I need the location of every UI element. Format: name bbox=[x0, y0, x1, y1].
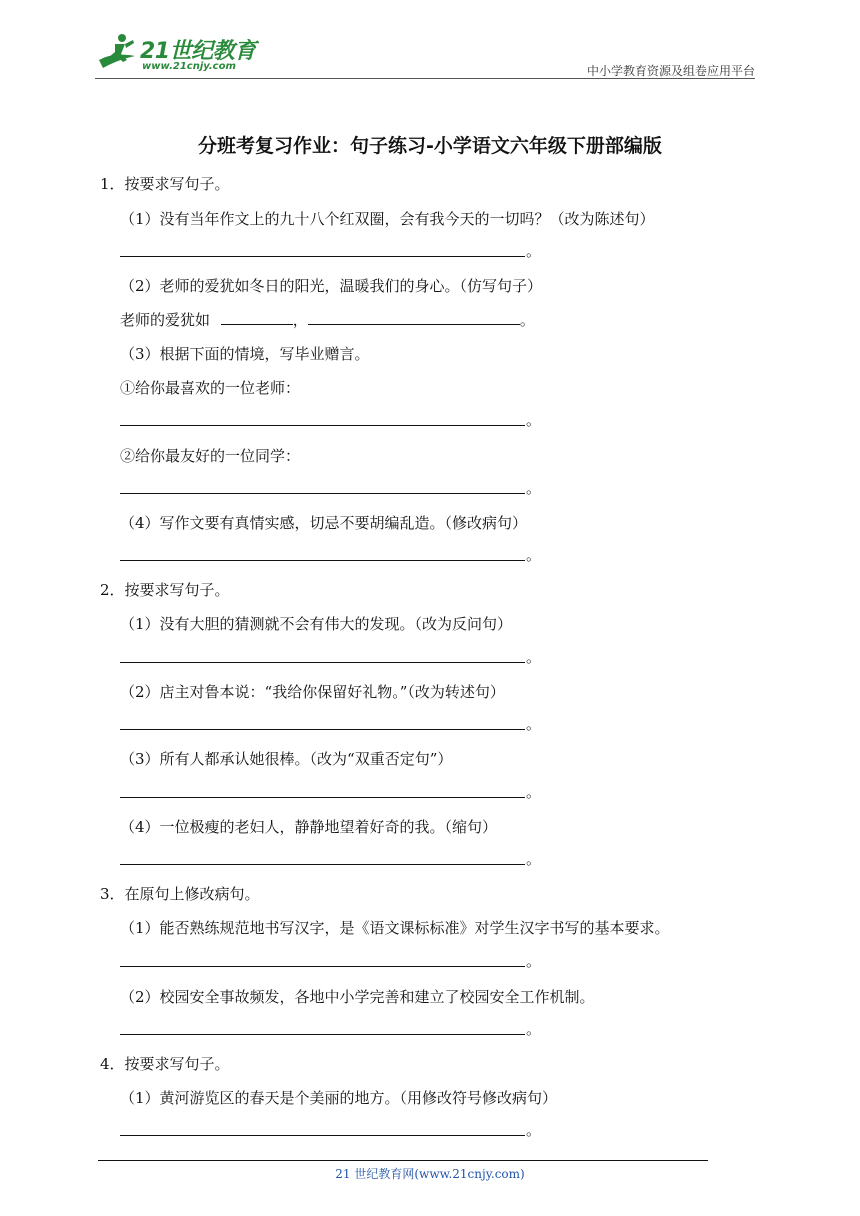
footer-link[interactable]: 21 世纪教育网(www.21cnjy.com) bbox=[335, 1167, 525, 1181]
answer-line[interactable] bbox=[120, 493, 525, 494]
answer-line[interactable] bbox=[120, 729, 525, 730]
platform-name: 中小学教育资源及组卷应用平台 bbox=[586, 64, 755, 78]
question-1-2: （2）老师的爱犹如冬日的阳光，温暖我们的身心。（仿写句子） bbox=[120, 277, 543, 295]
question-2-2: （2）店主对鲁本说：“我给你保留好礼物。”（改为转述句） bbox=[120, 683, 505, 701]
answer-period: 。 bbox=[526, 850, 542, 868]
answer-period: 。 bbox=[526, 479, 542, 497]
imitation-lead: 老师的爱犹如 bbox=[120, 311, 211, 329]
answer-line[interactable] bbox=[120, 1135, 525, 1136]
answer-line[interactable] bbox=[120, 1034, 525, 1035]
question-1-1: （1）没有当年作文上的九十八个红双圈，会有我今天的一切吗？（改为陈述句） bbox=[120, 210, 655, 228]
runner-logo-icon bbox=[95, 30, 141, 76]
question-3: 3．在原句上修改病句。 bbox=[100, 885, 260, 903]
page-header bbox=[95, 30, 755, 80]
answer-line[interactable] bbox=[120, 797, 525, 798]
blank-2[interactable] bbox=[308, 310, 520, 325]
answer-line[interactable] bbox=[120, 662, 525, 663]
answer-line[interactable] bbox=[120, 864, 525, 865]
answer-period: 。 bbox=[526, 783, 542, 801]
answer-period: 。 bbox=[526, 715, 542, 733]
question-2-3: （3）所有人都承认她很棒。（改为“双重否定句”） bbox=[120, 750, 453, 768]
logo-url: www.21cnjy.com bbox=[142, 61, 236, 72]
answer-period: 。 bbox=[526, 1121, 542, 1139]
question-4: 4．按要求写句子。 bbox=[100, 1055, 230, 1073]
answer-line[interactable] bbox=[120, 966, 525, 967]
question-1: 1．按要求写句子。 bbox=[100, 175, 230, 193]
answer-line[interactable] bbox=[120, 425, 525, 426]
footer-divider bbox=[98, 1160, 708, 1161]
imitation-sentence bbox=[120, 310, 535, 330]
question-4-1: （1）黄河游览区的春天是个美丽的地方。（用修改符号修改病句） bbox=[120, 1089, 558, 1107]
logo-text: 21世纪教育 bbox=[140, 39, 256, 64]
answer-period: 。 bbox=[526, 546, 542, 564]
question-3-1: （1）能否熟练规范地书写汉字，是《语文课标标准》对学生汉字书写的基本要求。 bbox=[120, 919, 670, 937]
logo bbox=[95, 30, 270, 76]
answer-period: 。 bbox=[526, 1020, 542, 1038]
question-2-4: （4）一位极瘦的老妇人，静静地望着好奇的我。（缩句） bbox=[120, 818, 498, 836]
question-3-2: （2）校园安全事故频发，各地中小学完善和建立了校园安全工作机制。 bbox=[120, 988, 595, 1006]
question-1-3-b: ②给你最友好的一位同学： bbox=[120, 447, 301, 465]
question-1-3: （3）根据下面的情境，写毕业赠言。 bbox=[120, 345, 370, 363]
page-title: 分班考复习作业：句子练习-小学语文六年级下册部编版 bbox=[198, 135, 662, 157]
question-2: 2．按要求写句子。 bbox=[100, 581, 230, 599]
answer-period: 。 bbox=[526, 952, 542, 970]
answer-period: 。 bbox=[526, 648, 542, 666]
header-divider bbox=[95, 78, 755, 79]
answer-period: 。 bbox=[526, 411, 542, 429]
blank-comma: ， bbox=[292, 311, 308, 329]
answer-line[interactable] bbox=[120, 256, 525, 257]
blank-period: 。 bbox=[519, 311, 535, 329]
question-1-4: （4）写作文要有真情实感，切忌不要胡编乱造。（修改病句） bbox=[120, 514, 528, 532]
blank-1[interactable] bbox=[221, 310, 293, 325]
question-1-3-a: ①给你最喜欢的一位老师： bbox=[120, 379, 301, 397]
answer-line[interactable] bbox=[120, 560, 525, 561]
answer-period: 。 bbox=[526, 242, 542, 260]
question-2-1: （1）没有大胆的猜测就不会有伟大的发现。（改为反问句） bbox=[120, 615, 513, 633]
